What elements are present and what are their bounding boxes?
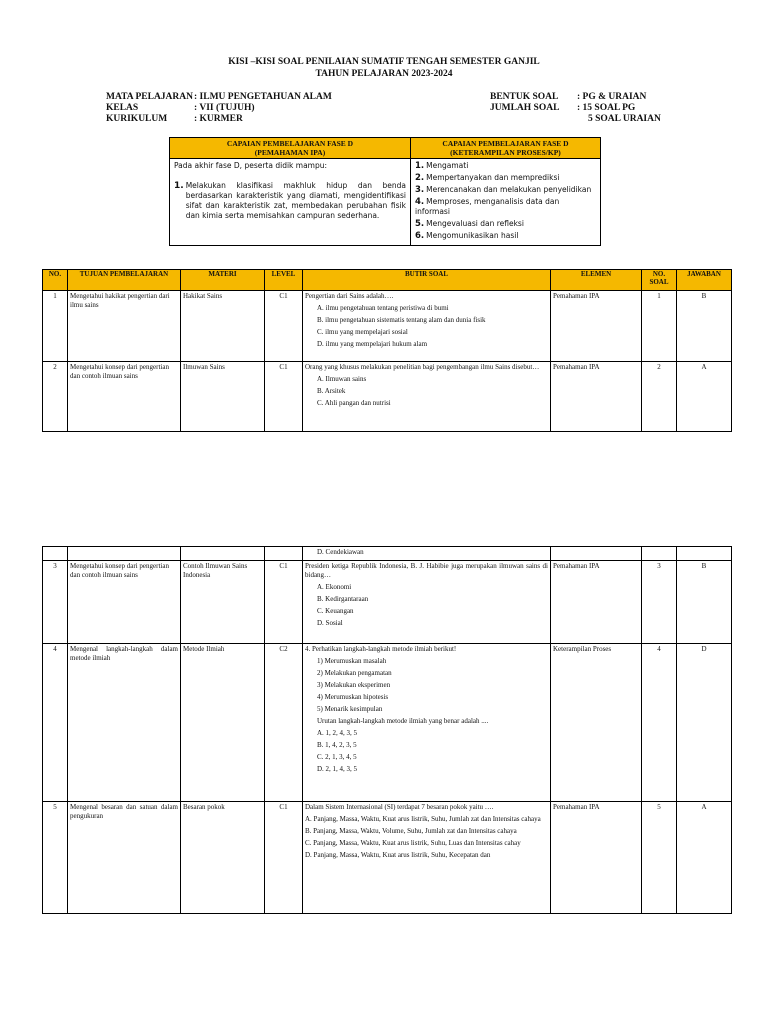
col-header-nosoal: NO. SOAL	[642, 270, 677, 291]
capaian-header-pemahaman-line2: (PEMAHAMAN IPA)	[254, 148, 326, 157]
cell-tujuan: Mengenal besaran dan satuan dalam pengukuran	[68, 802, 181, 914]
table-row	[43, 802, 732, 914]
cell-nosoal	[642, 547, 677, 561]
cell-no: 4	[43, 644, 68, 802]
capaian-header-pemahaman-line1: CAPAIAN PEMBELAJARAN FASE D	[226, 139, 354, 148]
question-option: C. Ahli pangan dan nutrisi	[317, 399, 391, 407]
meta-label-bentuk: BENTUK SOAL	[490, 92, 559, 102]
question-option: C. 2, 1, 3, 4, 5	[317, 753, 357, 761]
question-option: D. ilmu yang mempelajari hukum alam	[317, 340, 428, 348]
cell-tujuan: Mengenal langkah-langkah dalam metode ilmiah	[68, 644, 181, 802]
capaian-item-text: Melakukan klasifikasi makhluk hidup dan benda berdasarkan karakteristik yang diamati, mengidentifikasi sifat dan karakteristik zat, membedakan perubahan fisik dan kimia serta memisahkan campuran sederhana.	[185, 181, 406, 220]
table-row-continuation	[43, 547, 732, 561]
kp-item-number: 2.	[415, 173, 425, 183]
cell-level: C1	[265, 561, 303, 644]
kp-item-text: Mengevaluasi dan refleksi	[426, 219, 524, 228]
cell-no	[43, 547, 68, 561]
question-option: Urutan langkah-langkah metode ilmiah yang benar adalah ....	[317, 717, 489, 725]
cell-jawaban: A	[677, 362, 732, 432]
kp-item-text: Mempertanyakan dan memprediksi	[426, 173, 560, 182]
col-header-level: LEVEL	[265, 270, 303, 291]
meta-value-kelas: : VII (TUJUH)	[194, 103, 255, 113]
cell-butir-soal	[303, 802, 551, 914]
table-row	[43, 644, 732, 802]
meta-value-bentuk: : PG & URAIAN	[577, 92, 647, 102]
kp-item-number: 4.	[415, 197, 425, 207]
cell-level	[265, 547, 303, 561]
col-header-jawaban: JAWABAN	[677, 270, 732, 291]
question-option: D. Sosial	[317, 619, 343, 627]
question-option: D. 2, 1, 4, 3, 5	[317, 765, 358, 773]
question-option: D. Panjang, Massa, Waktu, Kuat arus listrik, Suhu, Kecepatan dan	[305, 851, 491, 859]
kp-item-number: 6.	[415, 231, 425, 241]
kp-item-text: Mengomunikasikan hasil	[426, 231, 519, 240]
kp-item	[415, 197, 596, 217]
cell-materi: Contoh Ilmuwan Sains Indonesia	[181, 561, 265, 644]
kp-item	[415, 173, 596, 183]
cell-butir-soal	[303, 561, 551, 644]
document-subtitle: TAHUN PELAJARAN 2023-2024	[315, 69, 453, 79]
question-option: C. ilmu yang mempelajari sosial	[317, 328, 408, 336]
cell-elemen: Pemahaman IPA	[551, 561, 642, 644]
question-stem: 4. Perhatikan langkah-langkah metode ilmiah berikut!	[305, 645, 457, 653]
kp-item	[415, 185, 596, 195]
cell-nosoal: 4	[642, 644, 677, 802]
kp-item	[415, 161, 596, 171]
capaian-header-pemahaman	[170, 138, 411, 159]
capaian-header-keterampilan	[411, 138, 601, 159]
meta-label-jumlah: JUMLAH SOAL	[490, 103, 560, 113]
question-option: D. Cendekiawan	[317, 548, 364, 556]
cell-nosoal: 5	[642, 802, 677, 914]
question-option: 4) Merumuskan hipotesis	[317, 693, 389, 701]
cell-elemen: Pemahaman IPA	[551, 291, 642, 362]
question-option: 1) Merumuskan masalah	[317, 657, 387, 665]
cell-no: 5	[43, 802, 68, 914]
question-stem: Orang yang khusus melakukan penelitian bagi pengembangan ilmu Sains disebut…	[305, 363, 540, 371]
question-option: A. 1, 2, 4, 3, 5	[317, 729, 358, 737]
kp-item-number: 1.	[415, 161, 425, 171]
col-header-butir: BUTIR SOAL	[303, 270, 551, 291]
col-header-materi: MATERI	[181, 270, 265, 291]
capaian-pemahaman-cell	[170, 159, 411, 246]
question-option: B. Panjang, Massa, Waktu, Volume, Suhu, Jumlah zat dan Intensitas cahaya	[305, 827, 517, 835]
question-stem: Dalam Sistem Internasional (SI) terdapat 7 besaran pokok yaitu ….	[305, 803, 494, 811]
meta-label-kurikulum: KURIKULUM	[106, 114, 168, 124]
kisi-table-part2	[42, 546, 732, 914]
cell-no: 3	[43, 561, 68, 644]
question-option: 2) Melakukan pengamatan	[317, 669, 392, 677]
table-row	[43, 362, 732, 432]
kp-item-text: Merencanakan dan melakukan penyelidikan	[426, 185, 592, 194]
capaian-keterampilan-cell	[411, 159, 601, 246]
cell-jawaban: A	[677, 802, 732, 914]
cell-level: C1	[265, 362, 303, 432]
table-header-row	[43, 270, 732, 291]
question-option: A. Ilmuwan sains	[317, 375, 367, 383]
cell-nosoal: 1	[642, 291, 677, 362]
col-header-no: NO.	[43, 270, 68, 291]
cell-materi: Hakikat Sains	[181, 291, 265, 362]
question-option: C. Keuangan	[317, 607, 354, 615]
cell-elemen: Pemahaman IPA	[551, 362, 642, 432]
capaian-header-keterampilan-line1: CAPAIAN PEMBELAJARAN FASE D	[442, 139, 569, 148]
cell-tujuan: Mengetahui hakikat pengertian dari ilmu sains	[68, 291, 181, 362]
capaian-intro: Pada akhir fase D, peserta didik mampu:	[174, 161, 328, 170]
cell-no: 1	[43, 291, 68, 362]
cell-butir-soal	[303, 362, 551, 432]
table-row	[43, 561, 732, 644]
capaian-item-number: 1.	[174, 181, 184, 191]
cell-jawaban: B	[677, 291, 732, 362]
cell-level: C1	[265, 291, 303, 362]
question-option: 3) Melakukan eksperimen	[317, 681, 391, 689]
question-stem: Pengertian dari Sains adalah….	[305, 292, 394, 300]
cell-materi: Ilmuwan Sains	[181, 362, 265, 432]
cell-materi: Metode Ilmiah	[181, 644, 265, 802]
cell-elemen: Pemahaman IPA	[551, 802, 642, 914]
cell-elemen: Keterampilan Proses	[551, 644, 642, 802]
question-stem: Presiden ketiga Republik Indonesia, B. J. Habibie juga merupakan ilmuwan sains di bidang…	[305, 562, 548, 579]
meta-label-kelas: KELAS	[106, 103, 139, 113]
question-option: A. Panjang, Massa, Waktu, Kuat arus listrik, Suhu, Jumlah zat dan Intensitas cahaya	[305, 815, 541, 823]
capaian-item	[174, 181, 406, 221]
cell-elemen	[551, 547, 642, 561]
meta-value-kurikulum: : KURMER	[194, 114, 243, 124]
question-option: A. ilmu pengetahuan tentang peristiwa di bumi	[317, 304, 449, 312]
question-option: B. 1, 4, 2, 3, 5	[317, 741, 357, 749]
kp-item-number: 5.	[415, 219, 425, 229]
cell-no: 2	[43, 362, 68, 432]
cell-nosoal: 2	[642, 362, 677, 432]
cell-butir-soal	[303, 644, 551, 802]
cell-materi	[181, 547, 265, 561]
cell-jawaban	[677, 547, 732, 561]
kisi-table-part1	[42, 269, 732, 432]
question-option: 5) Menarik kesimpulan	[317, 705, 383, 713]
kp-item-text: Mengamati	[426, 161, 469, 170]
cell-jawaban: B	[677, 561, 732, 644]
meta-value-jumlah: : 15 SOAL PG	[577, 103, 636, 113]
kp-item-number: 3.	[415, 185, 425, 195]
kp-item	[415, 219, 596, 229]
cell-tujuan: Mengetahui konsep dari pengertian dan contoh ilmuan sains	[68, 362, 181, 432]
meta-label-mapel: MATA PELAJARAN	[106, 92, 193, 102]
question-option: A. Ekonomi	[317, 583, 352, 591]
cell-tujuan	[68, 547, 181, 561]
kp-item	[415, 231, 596, 241]
table-row	[43, 291, 732, 362]
question-option: B. ilmu pengetahuan sistematis tentang alam dan dunia fisik	[317, 316, 486, 324]
kp-item-text: Memproses, menganalisis data dan informasi	[415, 197, 560, 216]
capaian-header-keterampilan-line2: (KETERAMPILAN PROSES/KP)	[450, 148, 561, 157]
document-title: KISI –KISI SOAL PENILAIAN SUMATIF TENGAH SEMESTER GANJIL	[228, 57, 540, 67]
cell-nosoal: 3	[642, 561, 677, 644]
question-option: B. Kedirgantaraan	[317, 595, 369, 603]
meta-value-uraian: 5 SOAL URAIAN	[588, 114, 661, 124]
cell-level: C2	[265, 644, 303, 802]
cell-tujuan: Mengetahui konsep dari pengertian dan contoh ilmuan sains	[68, 561, 181, 644]
meta-value-mapel: : ILMU PENGETAHUAN ALAM	[194, 92, 332, 102]
capaian-table	[169, 137, 601, 246]
cell-butir-soal	[303, 547, 551, 561]
question-option: B. Arsitek	[317, 387, 346, 395]
cell-materi: Besaran pokok	[181, 802, 265, 914]
cell-jawaban: D	[677, 644, 732, 802]
col-header-tujuan: TUJUAN PEMBELAJARAN	[68, 270, 181, 291]
col-header-elemen: ELEMEN	[551, 270, 642, 291]
question-option: C. Panjang, Massa, Waktu, Kuat arus listrik, Suhu, Luas dan Intensitas cahay	[305, 839, 521, 847]
cell-butir-soal	[303, 291, 551, 362]
cell-level: C1	[265, 802, 303, 914]
